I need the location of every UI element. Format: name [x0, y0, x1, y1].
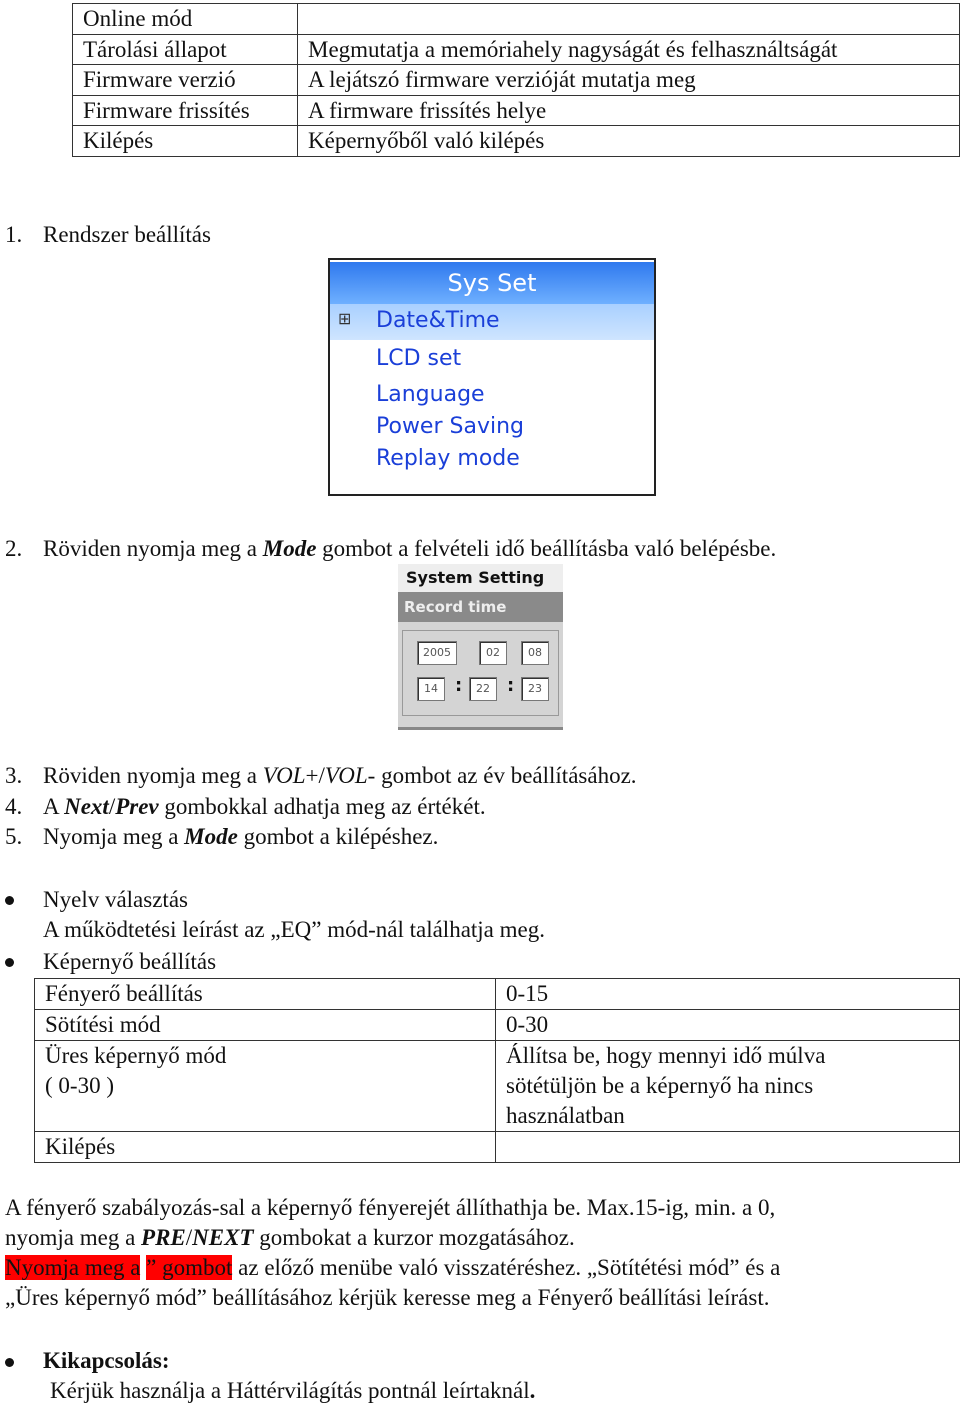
text-segment: - gombot az év beállításához.: [367, 763, 637, 788]
step-number: 5.: [5, 824, 23, 849]
para-line-4: „Üres képernyő mód” beállításához kérjük keresse meg a Fényerő beállítási leírást.: [5, 1285, 770, 1310]
table-cell-label: Sötítési mód: [35, 1010, 496, 1041]
bullet-icon: [5, 1358, 14, 1367]
mode-keyword: Mode: [262, 536, 317, 561]
table-cell-label: Kilépés: [73, 126, 298, 157]
next-keyword: Next: [64, 794, 109, 819]
text-segment: /: [185, 1225, 193, 1250]
date-time-panel: [402, 630, 559, 716]
label-line: Üres képernyő mód: [45, 1043, 227, 1068]
time-separator: :: [507, 675, 515, 696]
table-cell-value: [496, 1041, 960, 1132]
step-text: Rendszer beállítás: [43, 222, 211, 247]
bullet-icon: [5, 896, 14, 905]
table-row: [35, 1132, 960, 1163]
time-separator: :: [455, 675, 463, 696]
menu-item-replay-mode[interactable]: Replay mode: [376, 446, 520, 471]
table-cell-label: Firmware frissítés: [73, 95, 298, 126]
bullet-icon: [5, 958, 14, 967]
table-cell-value: 0-30: [496, 1010, 960, 1041]
sys-set-title: Sys Set: [330, 262, 654, 304]
value-line: sötétüljön be a képernyő ha nincs: [506, 1073, 814, 1098]
table-row: [35, 979, 960, 1010]
text-segment: gombokat a kurzor mozgatásához.: [253, 1225, 575, 1250]
text-segment: Röviden nyomja meg a: [43, 763, 263, 788]
para-line-1: A fényerő szabályozás-sal a képernyő fényerejét állíthathja be. Max.15-ig, min. a 0,: [5, 1195, 776, 1220]
menu-item-date-time[interactable]: Date&Time: [376, 308, 500, 333]
step-number: 1.: [5, 222, 23, 247]
vol-keyword: VOL: [324, 763, 368, 788]
text-segment: /: [108, 794, 116, 819]
bullet-power-off-text: [50, 1376, 535, 1406]
highlighted-text: Nyomja meg a: [5, 1255, 141, 1280]
bullet-screen-title: Képernyő beállítás: [43, 949, 217, 974]
bullet-language-text: A működtetési leírást az „EQ” mód-nál találhatja meg.: [43, 917, 545, 942]
text-segment: gombot a kilépéshez.: [237, 824, 439, 849]
mode-keyword: Mode: [184, 824, 238, 849]
year-field[interactable]: 2005: [417, 641, 457, 665]
system-setting-title: System Setting: [398, 564, 563, 592]
text-segment: Nyomja meg a: [43, 824, 185, 849]
table-row: [73, 126, 960, 157]
table-row: [35, 1041, 960, 1132]
record-time-label: Record time: [398, 592, 563, 622]
text-segment: nyomja meg a: [5, 1225, 142, 1250]
table-cell-value: [496, 1132, 960, 1163]
table-cell-desc: A lejátszó firmware verzióját mutatja meg: [298, 65, 960, 96]
screen-settings-table: [34, 978, 960, 1163]
table-cell-desc: [298, 4, 960, 35]
hour-field[interactable]: 14: [417, 677, 445, 701]
text-segment: gombot a felvételi idő beállításba való belépésbe.: [316, 536, 777, 561]
table-cell-value: 0-15: [496, 979, 960, 1010]
table-row: [73, 95, 960, 126]
highlighted-text: ” gombot: [146, 1255, 233, 1280]
second-field[interactable]: 23: [521, 677, 549, 701]
pre-keyword: PRE: [141, 1225, 186, 1250]
text-segment: az előző menübe való visszatéréshez. „Sötítétési mód” és a: [232, 1255, 781, 1280]
text-segment: Röviden nyomja meg a: [43, 536, 263, 561]
table-cell-desc: Megmutatja a memóriahely nagyságát és felhasználtságát: [298, 34, 960, 65]
text-segment: .: [529, 1378, 536, 1403]
table-cell-label: Tárolási állapot: [73, 34, 298, 65]
menu-item-language[interactable]: Language: [376, 382, 485, 407]
label-line: ( 0-30 ): [45, 1073, 114, 1098]
text-segment: A: [43, 794, 65, 819]
table-cell-desc: Képernyőből való kilépés: [298, 126, 960, 157]
next-keyword: NEXT: [192, 1225, 254, 1250]
para-line-3: [5, 1253, 780, 1283]
step-text: [43, 822, 438, 852]
bullet-language-title: Nyelv választás: [43, 887, 188, 912]
table-cell-label: Firmware verzió: [73, 65, 298, 96]
text-segment: +/: [305, 763, 325, 788]
step-number: 2.: [5, 536, 23, 561]
step-number: 4.: [5, 794, 23, 819]
day-field[interactable]: 08: [521, 641, 549, 665]
step-2: [5, 534, 777, 564]
step-3: [5, 761, 637, 791]
step-text: [43, 534, 776, 564]
table-row: [35, 1010, 960, 1041]
value-line: használatban: [506, 1103, 625, 1128]
value-line: Állítsa be, hogy mennyi idő múlva: [506, 1043, 826, 1068]
step-text: [43, 792, 486, 822]
minute-field[interactable]: 22: [469, 677, 497, 701]
vol-keyword: VOL: [262, 763, 306, 788]
prev-keyword: Prev: [115, 794, 159, 819]
step-5: [5, 822, 439, 852]
menu-item-lcd-set[interactable]: LCD set: [376, 346, 462, 371]
menu-item-power-saving[interactable]: Power Saving: [376, 414, 524, 439]
menu-description-table: [72, 3, 960, 157]
bullet-power-off-title: Kikapcsolás:: [43, 1348, 170, 1373]
table-cell-desc: A firmware frissítés helye: [298, 95, 960, 126]
table-cell-label: Online mód: [73, 4, 298, 35]
step-4: [5, 792, 486, 822]
table-row: [73, 4, 960, 35]
table-row: [73, 34, 960, 65]
table-cell-label: Kilépés: [35, 1132, 496, 1163]
table-cell-label: [35, 1041, 496, 1132]
para-line-2: [5, 1223, 575, 1253]
text-segment: Kérjük használja a Háttérvilágítás pontnál leírtaknál: [50, 1378, 530, 1403]
step-text: [43, 761, 637, 791]
system-setting-screen: [398, 564, 563, 730]
step-1: [5, 220, 211, 250]
sys-set-menu: [328, 258, 656, 496]
table-cell-label: Fényerő beállítás: [35, 979, 496, 1010]
month-field[interactable]: 02: [479, 641, 507, 665]
table-row: [73, 65, 960, 96]
grid-icon: ⊞: [338, 311, 352, 328]
step-number: 3.: [5, 763, 23, 788]
text-segment: gombokkal adhatja meg az értékét.: [158, 794, 486, 819]
